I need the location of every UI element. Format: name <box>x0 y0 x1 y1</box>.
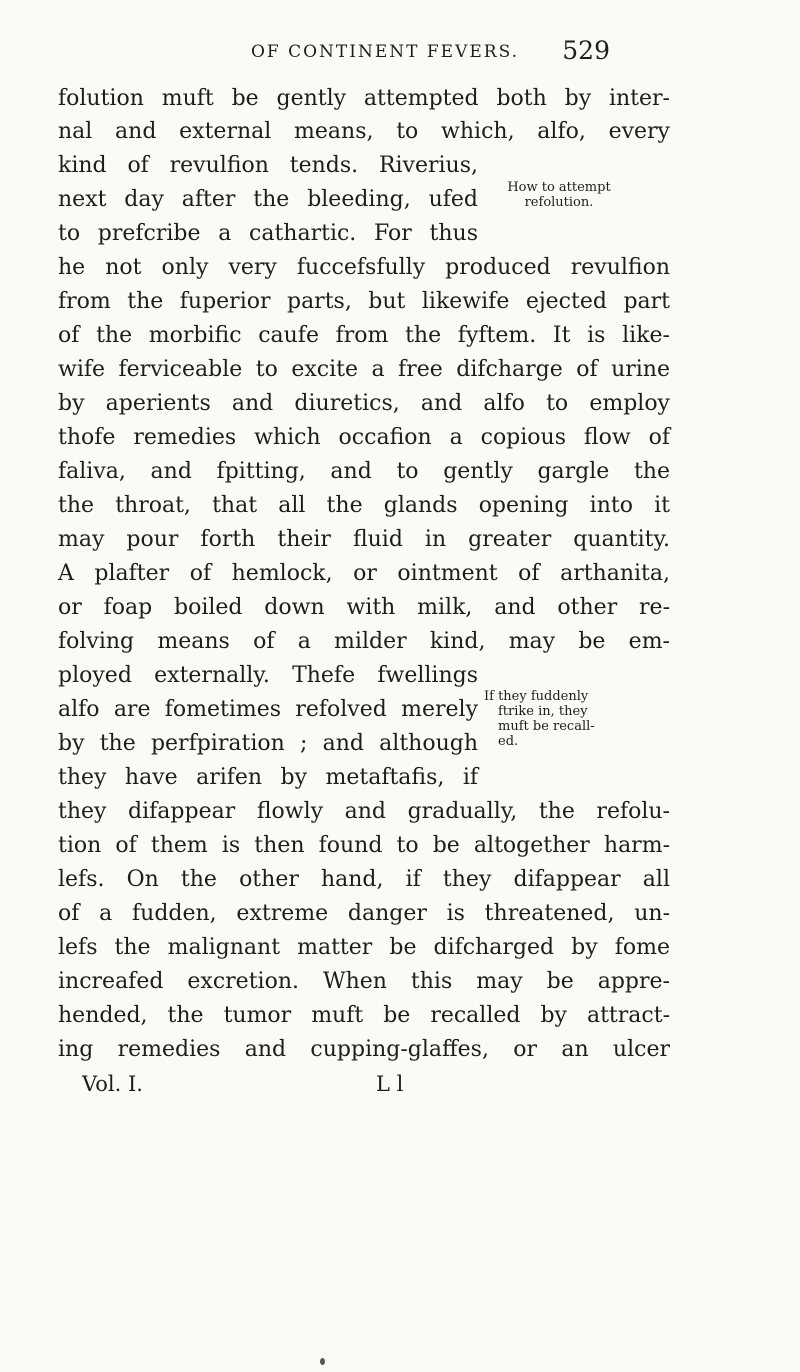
text-line: folving means of a milder kind, may be em- <box>58 629 670 654</box>
margin-note <box>484 689 664 749</box>
text-line: lefs. On the other hand, if they difappear all <box>58 867 670 892</box>
text-line: faliva, and fpitting, and to gently gargle the <box>58 459 670 484</box>
text-line: hended, the tumor muft be recalled by attract- <box>58 1003 670 1028</box>
text-line: the throat, that all the glands opening into it <box>58 493 670 518</box>
text-line: alfo are fometimes refolved merely <box>58 697 478 722</box>
text-line: to prefcribe a cathartic. For thus <box>58 221 478 246</box>
text-line: next day after the bleeding, ufed <box>58 187 478 212</box>
margin-note <box>484 180 664 210</box>
margin-note-line: refolution. <box>524 195 594 210</box>
text-line: or foap boiled down with milk, and other re- <box>58 595 670 620</box>
margin-note-line: muft be recall- <box>498 719 595 734</box>
text-line: they have arifen by metaftafis, if <box>58 765 478 790</box>
text-line: by aperients and diuretics, and alfo to employ <box>58 391 670 416</box>
text-line: by the perfpiration ; and although <box>58 731 478 756</box>
signature-mark: L l <box>376 1072 404 1096</box>
margin-note-line: ftrike in, they <box>498 704 588 719</box>
ink-spot <box>320 1358 325 1365</box>
page-number: 529 <box>562 36 610 65</box>
text-line: nal and external means, to which, alfo, every <box>58 119 670 144</box>
running-title: OF CONTINENT FEVERS. <box>250 42 520 62</box>
text-line: folution muft be gently attempted both by inter- <box>58 86 670 111</box>
volume-label: Vol. I. <box>82 1072 143 1096</box>
text-line: from the fuperior parts, but likewife ejected part <box>58 289 670 314</box>
text-line: kind of revulfion tends. Riverius, <box>58 153 478 178</box>
text-line: thofe remedies which occafion a copious flow of <box>58 425 670 450</box>
margin-note-line: How to attempt <box>507 180 611 195</box>
text-line: increafed excretion. When this may be appre- <box>58 969 670 994</box>
text-line: of the morbific caufe from the fyftem. It is like- <box>58 323 670 348</box>
text-line: he not only very fuccefsfully produced revulfion <box>58 255 670 280</box>
text-line: lefs the malignant matter be difcharged by fome <box>58 935 670 960</box>
text-line: wife ferviceable to excite a free difcharge of urine <box>58 357 670 382</box>
margin-note-line: If they fuddenly <box>484 689 589 704</box>
text-line: of a fudden, extreme danger is threatened, un- <box>58 901 670 926</box>
text-line: tion of them is then found to be altogether harm- <box>58 833 670 858</box>
text-line: ployed externally. Thefe fwellings <box>58 663 478 688</box>
text-line: they difappear flowly and gradually, the refolu- <box>58 799 670 824</box>
margin-note-line: ed. <box>498 734 519 749</box>
text-line: ing remedies and cupping-glaffes, or an ulcer <box>58 1037 670 1062</box>
running-header <box>170 36 610 65</box>
text-line: may pour forth their fluid in greater quantity. <box>58 527 670 552</box>
text-line: A plafter of hemlock, or ointment of arthanita, <box>58 561 670 586</box>
